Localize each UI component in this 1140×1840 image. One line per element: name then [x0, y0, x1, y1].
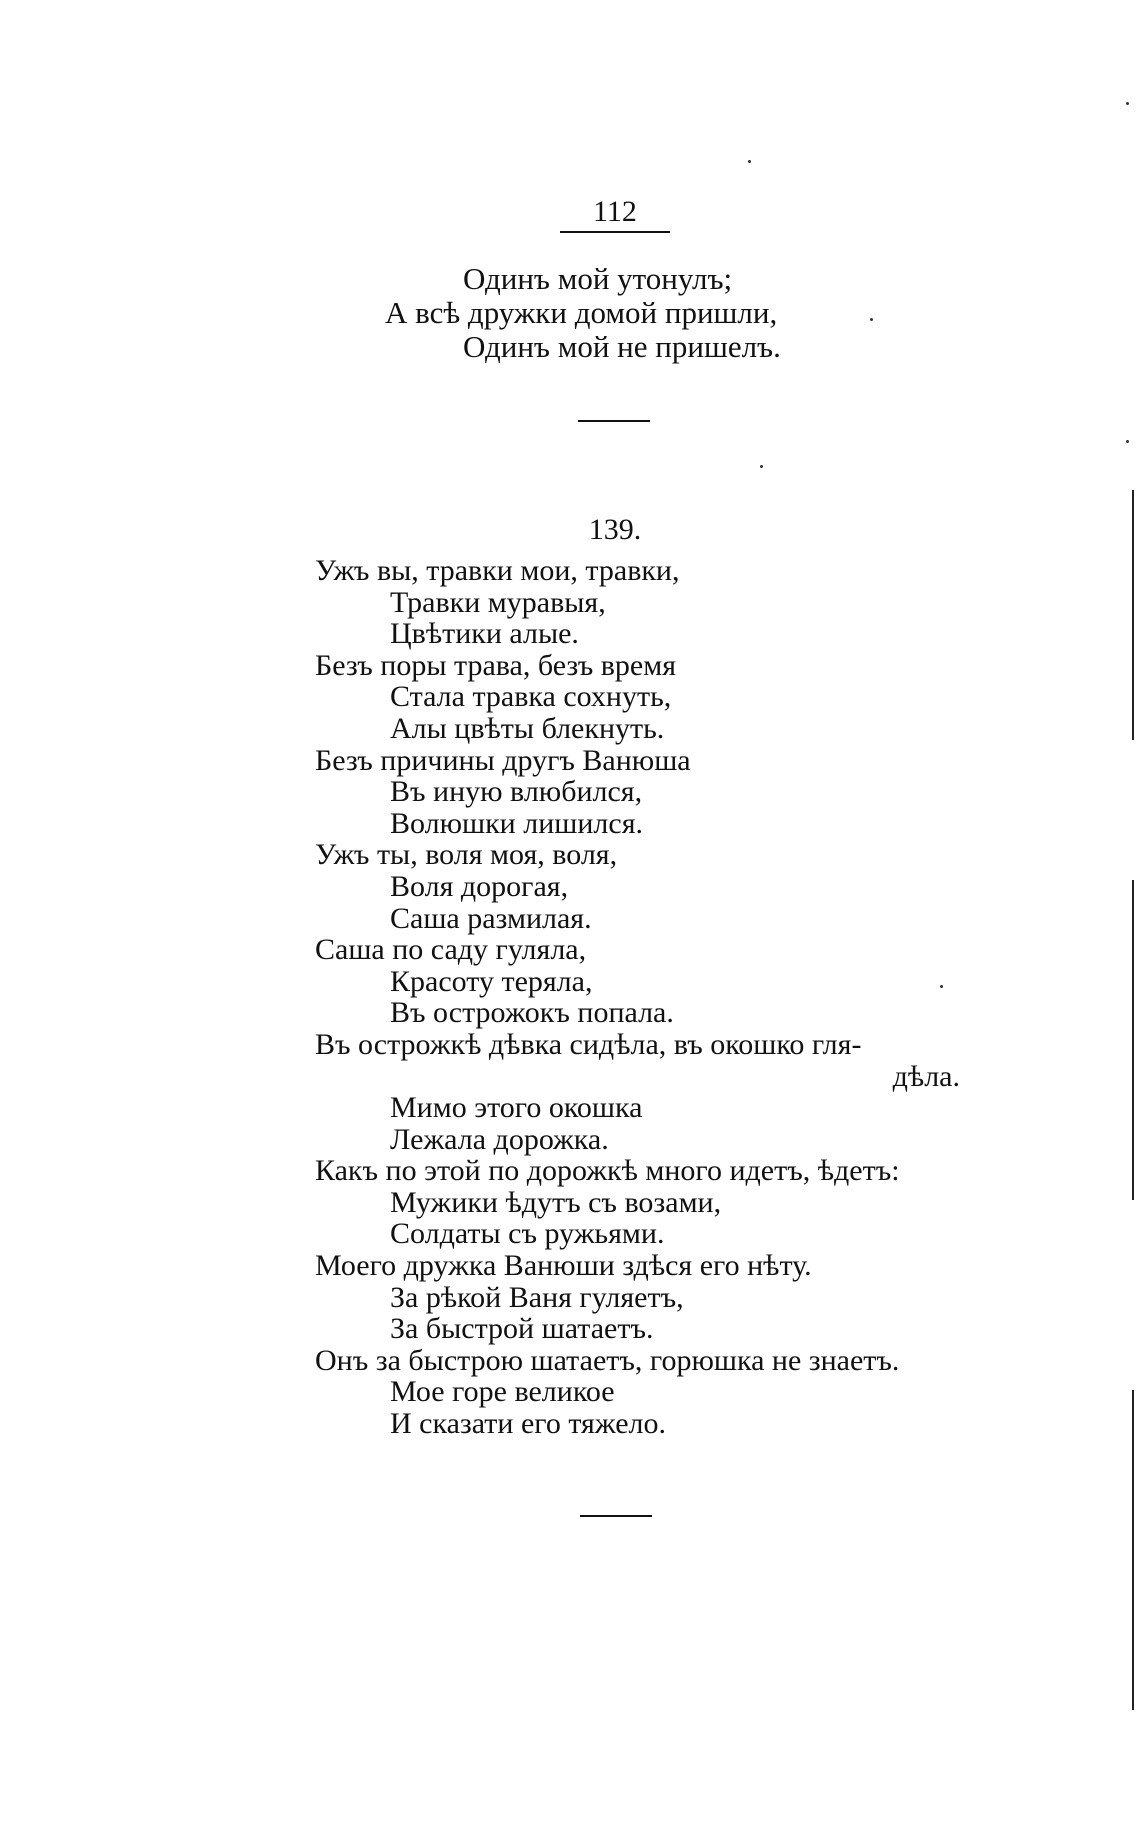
verse-line: Ужъ ты, воля моя, воля,: [315, 838, 618, 872]
verse-line: Мое горе великое: [390, 1375, 615, 1409]
verse-line: Ужъ вы, травки мои, травки,: [315, 554, 680, 587]
verse-line: Въ острожокъ попала.: [390, 996, 674, 1030]
verse-line: Въ иную влюбился,: [390, 775, 643, 809]
verse-line: Стала травка сохнуть,: [390, 680, 672, 714]
verse-line: Алы цвѣты блекнуть.: [390, 711, 665, 745]
verse-line: За быстрой шатаетъ.: [390, 1312, 654, 1346]
verse-line: Какъ по этой по дорожкѣ много идетъ, ѣдетъ:: [315, 1154, 900, 1188]
verse-line: Красоту теряла,: [390, 964, 593, 998]
verse-line: Солдаты съ ружьями.: [390, 1217, 665, 1251]
verse-line: Мужики ѣдутъ съ возами,: [390, 1185, 722, 1219]
print-speck: [870, 318, 873, 321]
print-speck: [748, 160, 751, 163]
verse-line: Саша размилая.: [390, 901, 592, 935]
page-edge-mark: [1132, 490, 1134, 740]
verse-line: Травки муравыя,: [390, 585, 606, 619]
verse-line: Моего дружка Ванюши здѣся его нѣту.: [315, 1249, 812, 1283]
verse-line: Онъ за быстрою шатаетъ, горюшка не знаетъ.: [315, 1343, 900, 1377]
print-speck: [1126, 102, 1129, 105]
verse-line: Волюшки лишился.: [390, 806, 643, 840]
verse-line: Лежала дорожка.: [390, 1122, 609, 1156]
section-divider: [580, 1515, 652, 1517]
verse-line: Одинъ мой утонулъ;: [463, 261, 733, 296]
print-speck: [1126, 440, 1129, 443]
print-speck: [760, 465, 763, 468]
verse-line: Безъ причины другъ Ванюша: [315, 743, 691, 777]
verse-line: Мимо этого окошка: [390, 1091, 643, 1125]
continued-stanza: [385, 262, 945, 364]
verse-line: Одинъ мой не пришелъ.: [463, 329, 781, 364]
verse-line: Цвѣтики алые.: [390, 617, 579, 651]
page-edge-mark: [1132, 880, 1134, 1200]
page-number: 112: [593, 195, 637, 228]
verse-line: Въ острожкѣ дѣвка сидѣла, въ окошко гля-: [315, 1027, 862, 1061]
verse-line: Безъ поры трава, безъ время: [315, 648, 677, 682]
verse-line: Саша по саду гуляла,: [315, 933, 587, 967]
verse-line: Воля дорогая,: [390, 869, 569, 903]
verse-line-continuation: дѣла.: [892, 1059, 960, 1093]
poem-number: 139.: [588, 513, 642, 546]
poem-body: [315, 555, 1015, 1440]
page-number-rule: [560, 231, 670, 233]
section-divider: [578, 420, 650, 422]
print-speck: [940, 985, 943, 988]
verse-line: А всѣ дружки домой пришли,: [385, 295, 778, 330]
verse-line: И сказати его тяжело.: [390, 1407, 666, 1441]
page-edge-mark: [1132, 1390, 1134, 1710]
verse-line: За рѣкой Ваня гуляетъ,: [390, 1280, 684, 1314]
